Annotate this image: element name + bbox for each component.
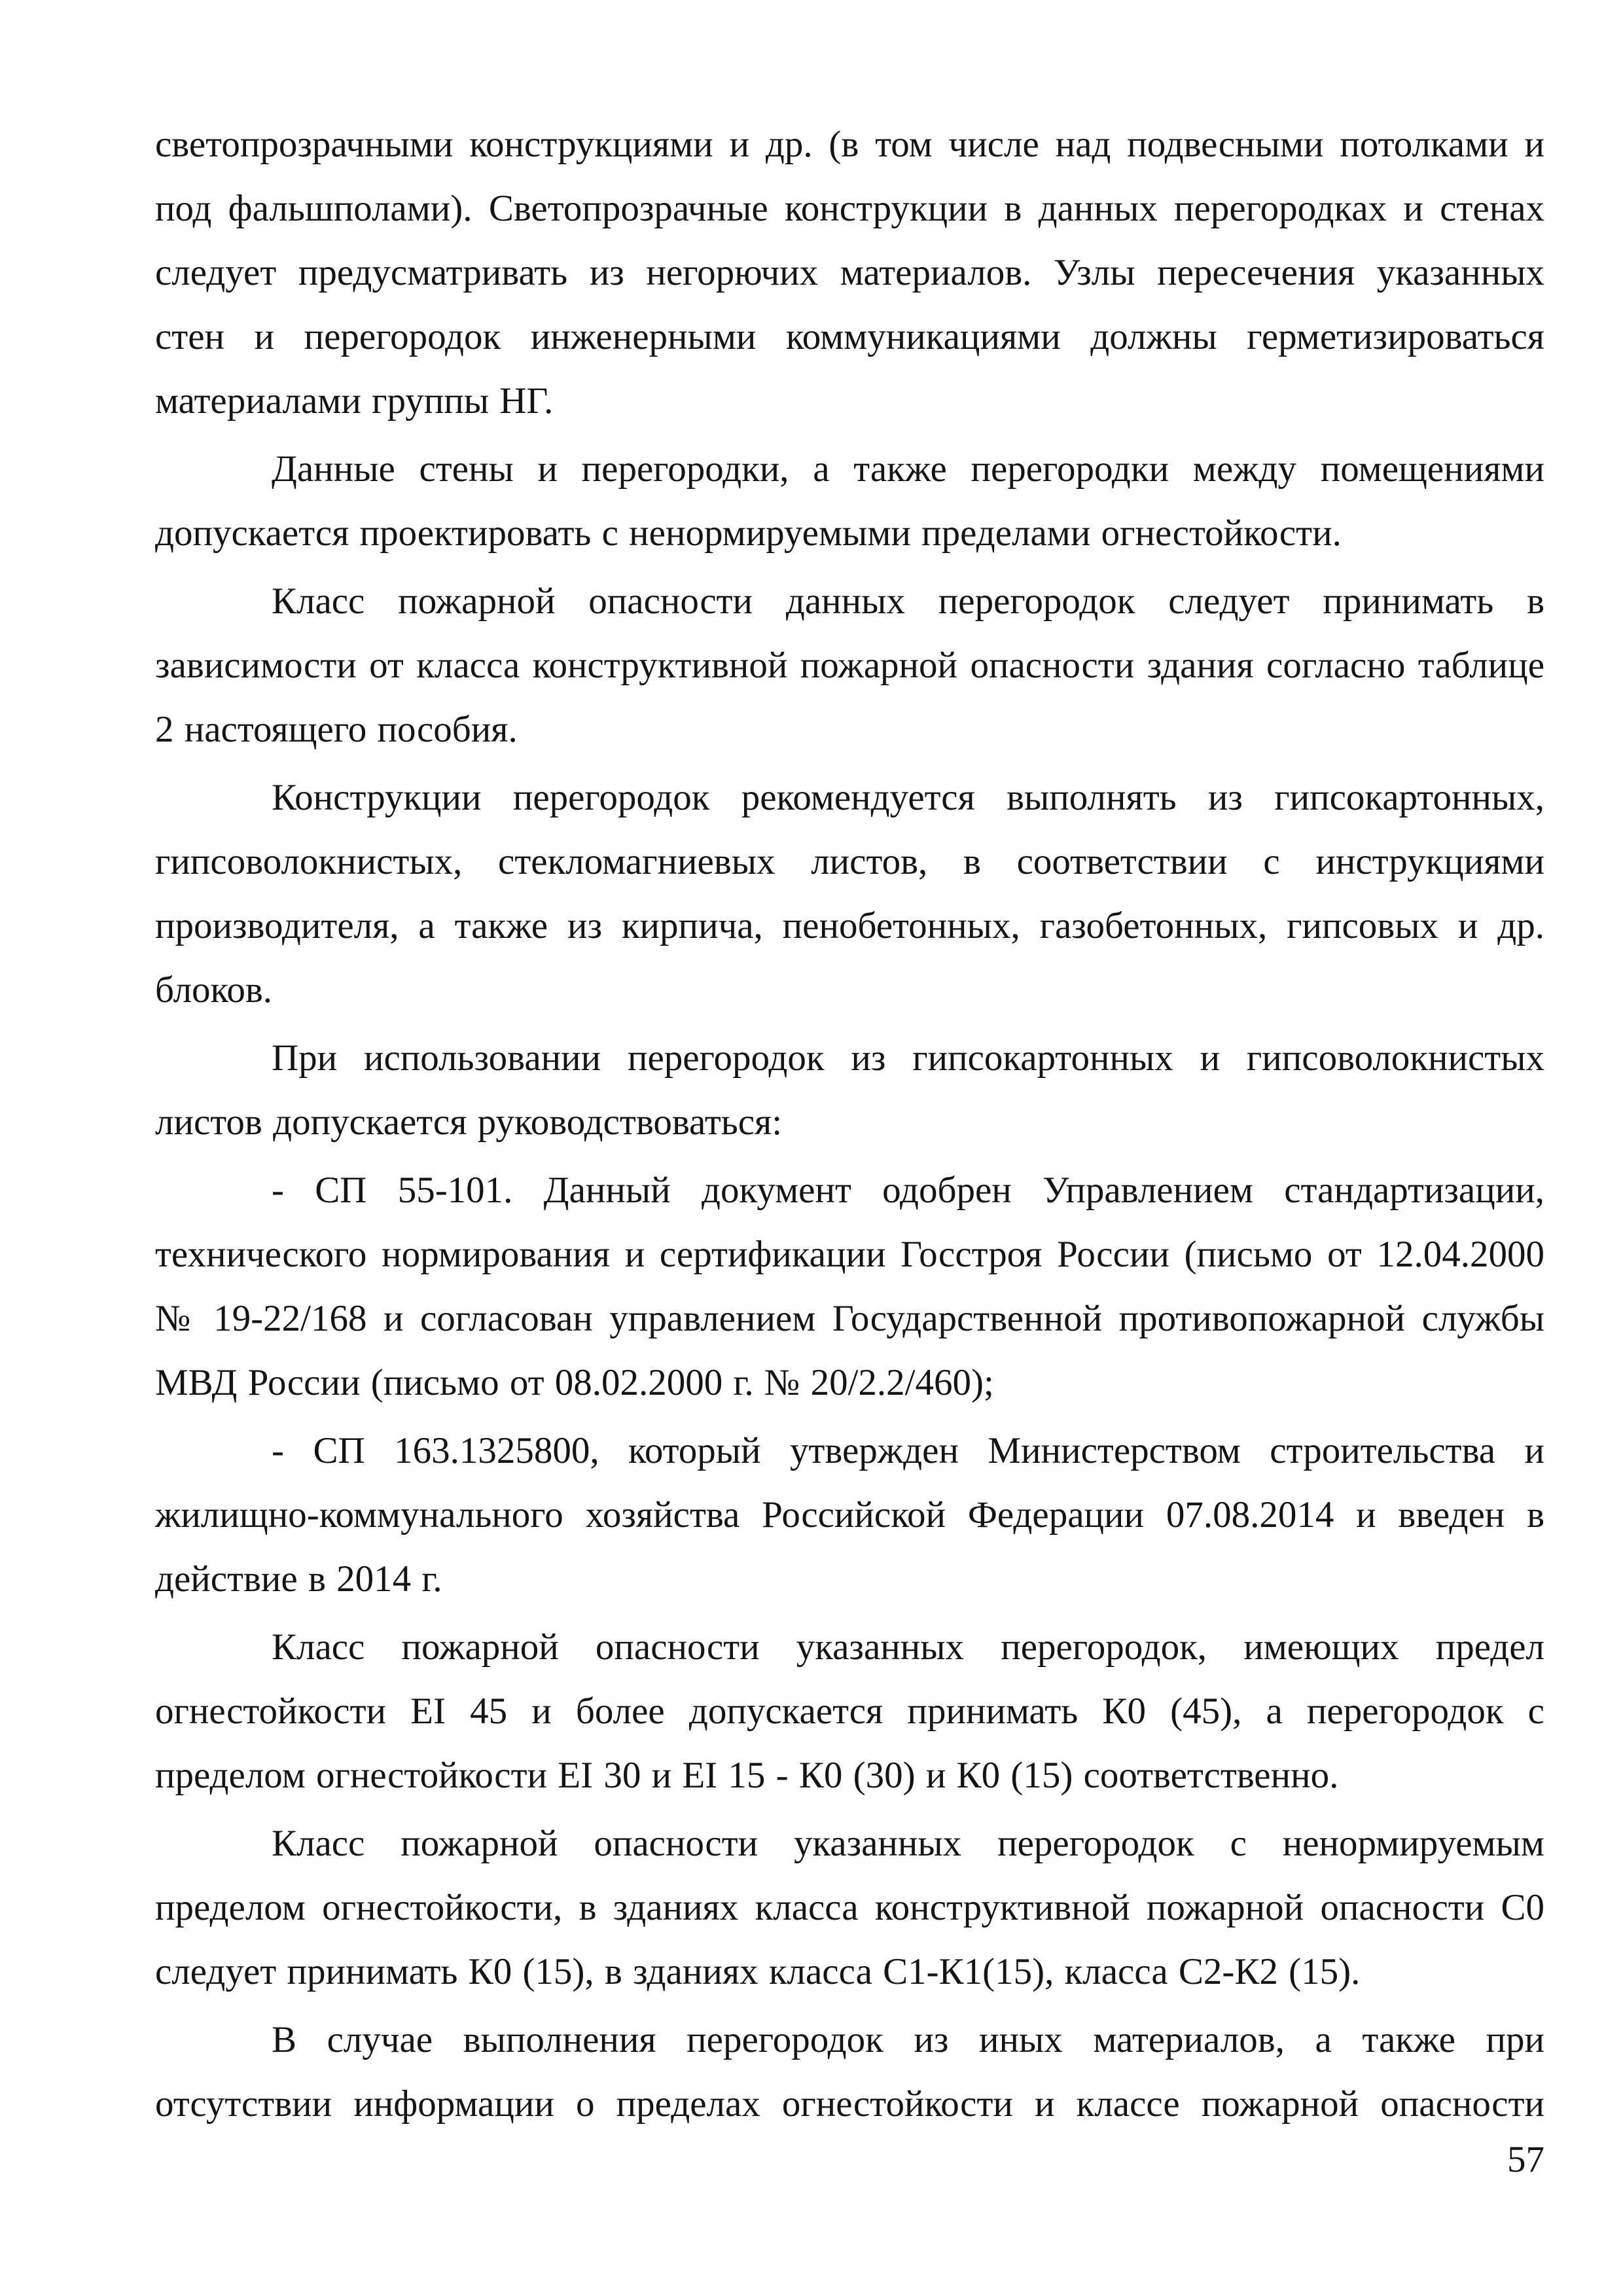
paragraph-continues: В случае выполнения перегородок из иных материалов, а также при отсутствии информации о пределах огнестойкости и классе пожарной опасности	[155, 2019, 1544, 2125]
paragraph: Конструкции перегородок рекомендуется выполнять из гипсокартонных, гипсоволокнистых, стекломагниевых листов, в соответствии с инструкциями производителя, а также из кирпича, пенобетонных, газобетонных, гипсовых и др. блоков.	[155, 777, 1544, 1011]
list-item-sp-55-101: - СП 55-101. Данный документ одобрен Управлением стандартизации, технического нормирования и сертификации Госстроя России (письмо от 12.04.2000 № 19-22/168 и согласован управлением Государственной противопожарной службы МВД России (письмо от 08.02.2000 г. № 20/2.2/460);	[155, 1170, 1544, 1403]
paragraph-continuation: светопрозрачными конструкциями и др. (в том числе над подвесными потолками и под фальшполами). Светопрозрачные конструкции в данных перегородках и стенах следует предусматривать из негорючих материалов. Узлы пересечения указанных стен и перегородок инженерными коммуникациями должны герметизироваться материалами группы НГ.	[155, 124, 1544, 422]
paragraph: Класс пожарной опасности данных перегородок следует принимать в зависимости от класса конструктивной пожарной опасности здания согласно таблице 2 настоящего пособия.	[155, 581, 1544, 750]
paragraph: Класс пожарной опасности указанных перегородок, имеющих предел огнестойкости EI 45 и более допускается принимать К0 (45), а перегородок с пределом огнестойкости EI 30 и EI 15 - К0 (30) и К0 (15) соответственно.	[155, 1626, 1544, 1796]
page-number: 57	[1507, 2139, 1544, 2180]
body-text	[155, 113, 1544, 2140]
list-item-sp-163: - СП 163.1325800, который утвержден Министерством строительства и жилищно-коммунального хозяйства Российской Федерации 07.08.2014 и введен в действие в 2014 г.	[155, 1430, 1544, 1600]
paragraph: Класс пожарной опасности указанных перегородок с ненормируемым пределом огнестойкости, в зданиях класса конструктивной пожарной опасности С0 следует принимать К0 (15), в зданиях класса С1-К1(15), класса С2-К2 (15).	[155, 1823, 1544, 1992]
paragraph: Данные стены и перегородки, а также перегородки между помещениями допускается проектировать с ненормируемыми пределами огнестойкости.	[155, 448, 1544, 554]
paragraph: При использовании перегородок из гипсокартонных и гипсоволокнистых листов допускается руководствоваться:	[155, 1037, 1544, 1143]
